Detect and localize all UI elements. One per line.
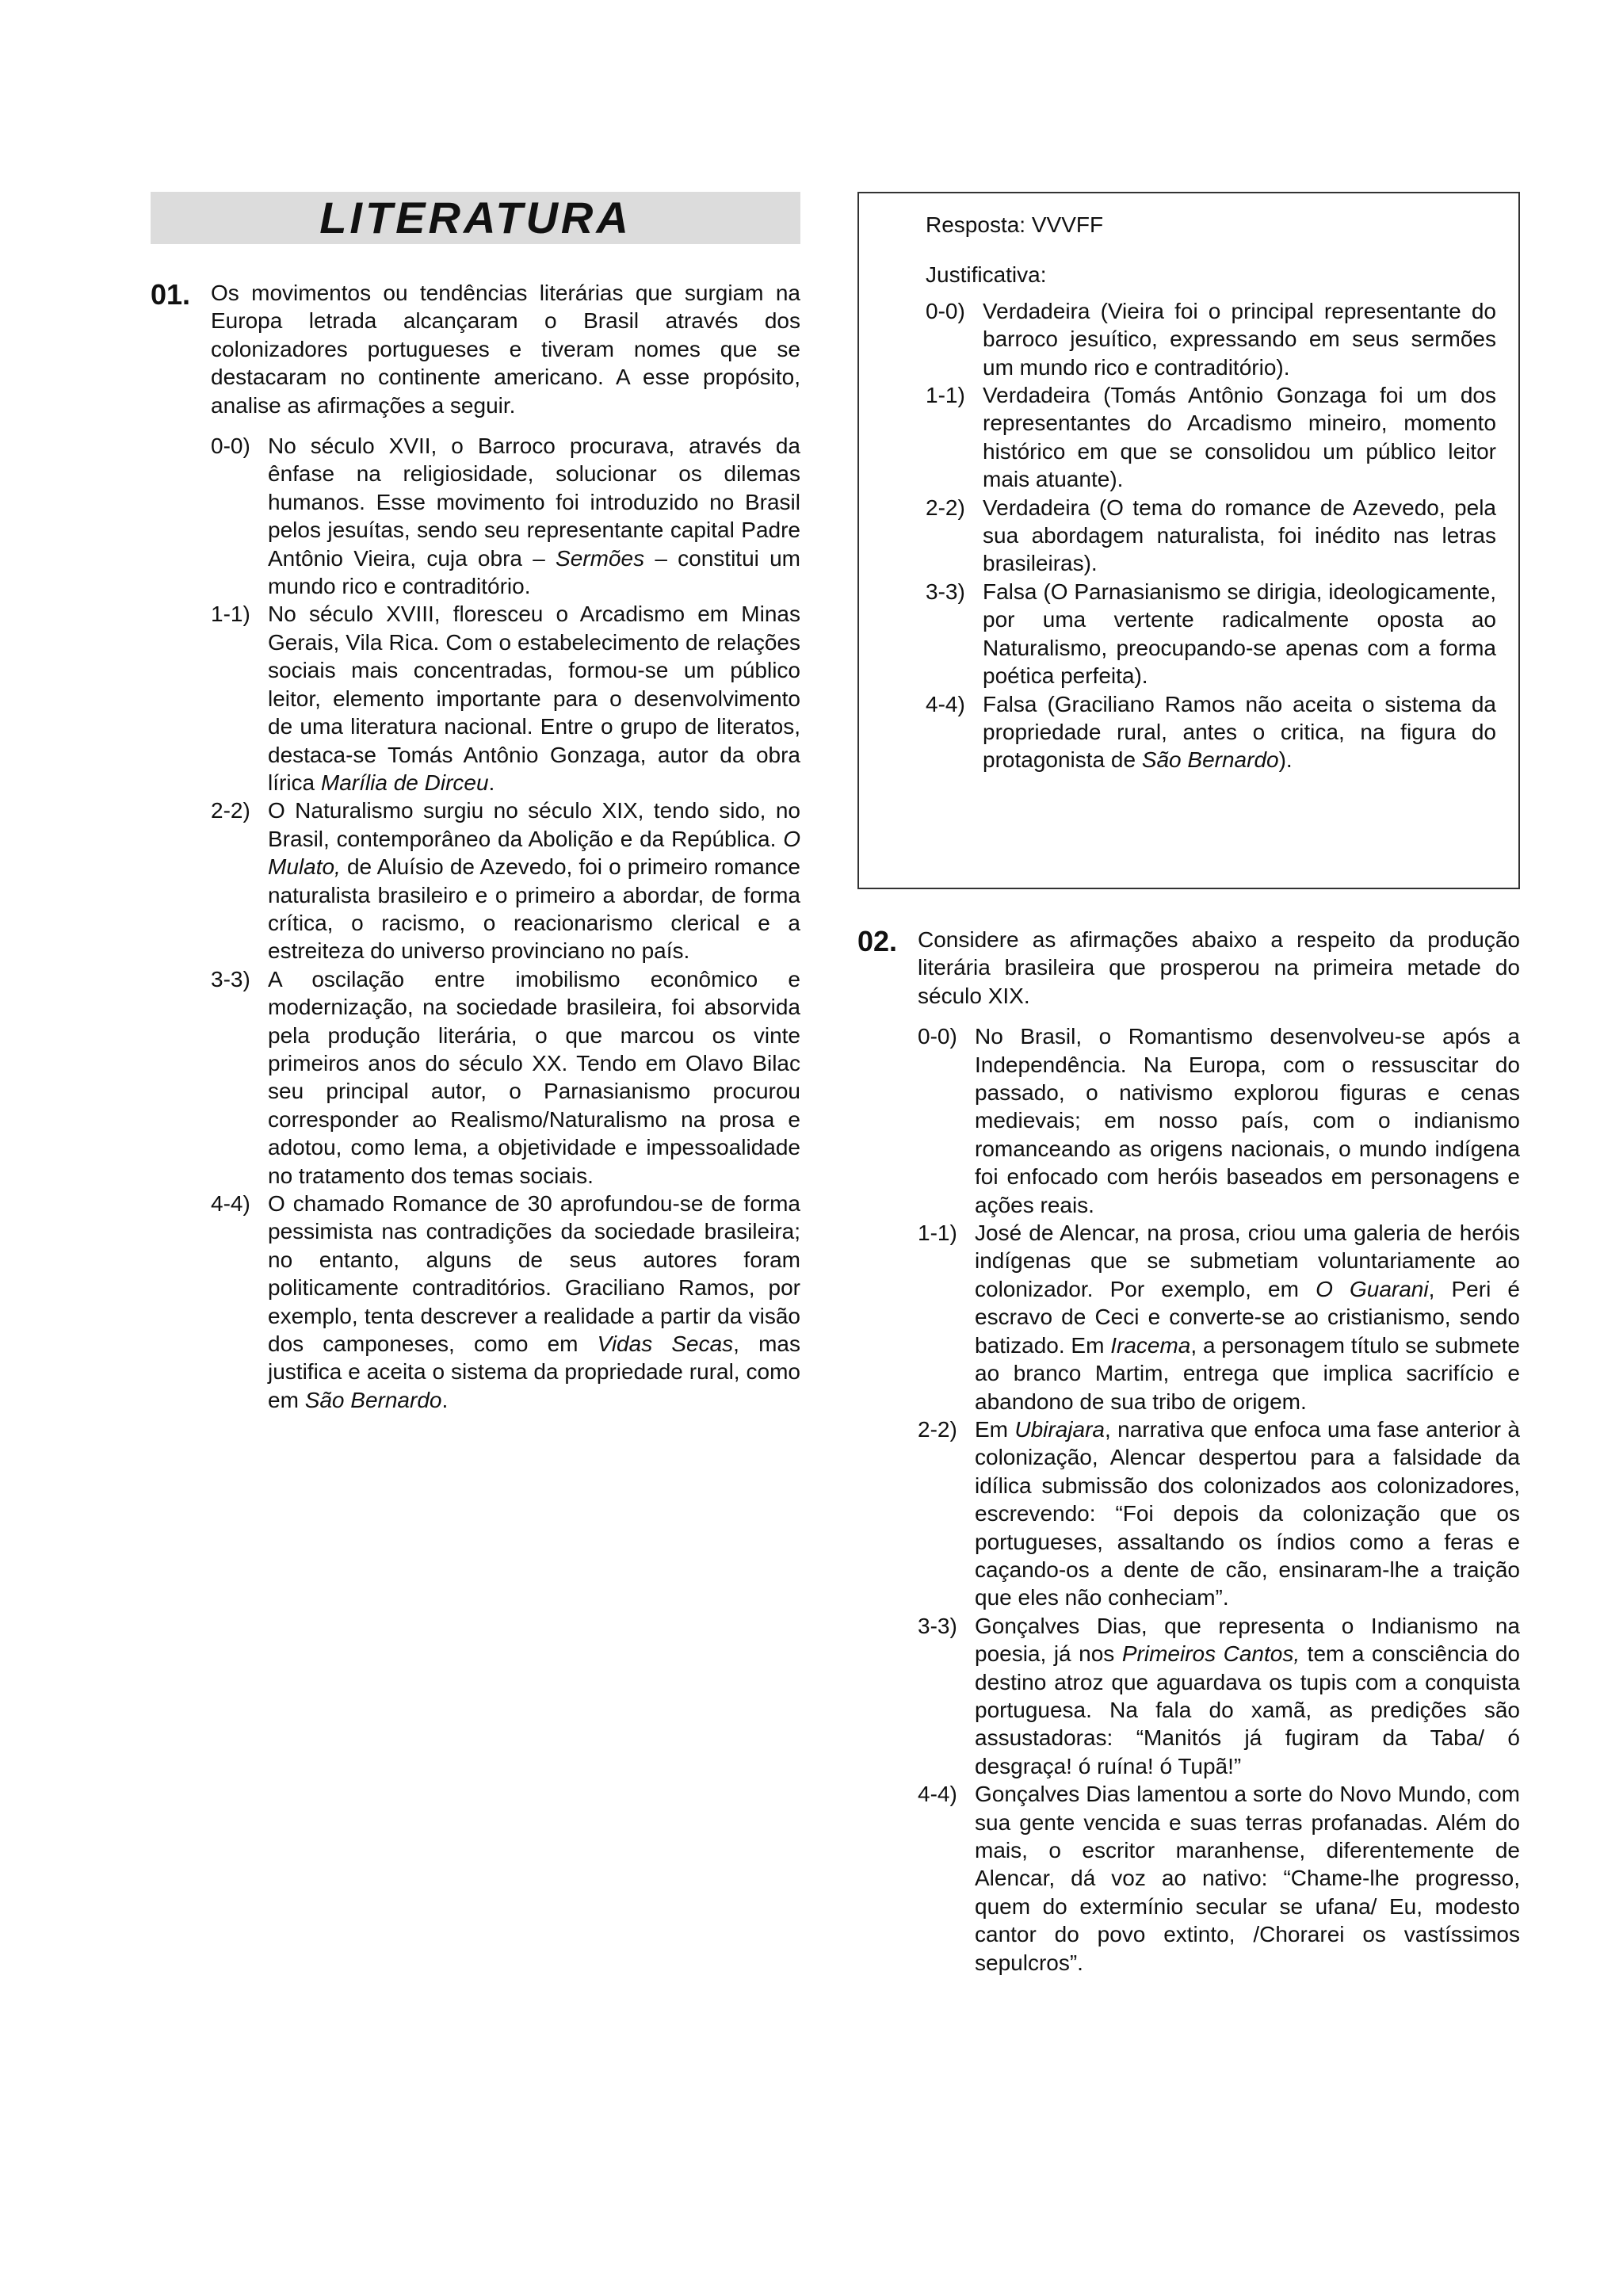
statement-text: No Brasil, o Romantismo desenvolveu-se após a Independência. Na Europa, com o ressuscitar do passado, o nativismo explorou figuras e cenas medievais; em nosso país, com o indianismo romanceando as origens nacionais, o mundo indígena foi enfocado com heróis baseados em personagens e ações reais. — [975, 1024, 1520, 1217]
statement-text: No século XVIII, floresceu o Arcadismo em Minas Gerais, Vila Rica. Com o estabelecimento de relações sociais mais concentradas, formou-se um público leitor, elemento importante para o desenvolvimento de uma literatura nacional. Entre o grupo de literatos, destaca-se Tomás Antônio Gonzaga, autor da obra lírica Marília de Dirceu. — [268, 602, 800, 795]
statement-item — [211, 1190, 800, 1414]
statement-item — [918, 1415, 1520, 1612]
statement-code: 4-4) — [926, 691, 965, 716]
statement-text: Gonçalves Dias, que representa o Indianismo na poesia, já nos Primeiros Cantos, tem a consciência do destino atroz que aguardava os tupis com a conquista portuguesa. Na fala do xamã, as predições são assustadoras: “Manitós já fugiram da Taba/ ó desgraça! ó ruína! ó Tupã!” — [975, 1613, 1520, 1778]
section-title: LITERATURA — [151, 192, 800, 244]
statement-text: Verdadeira (Vieira foi o principal representante do barroco jesuítico, expressando em seus sermões um mundo rico e contraditório). — [983, 298, 1496, 380]
question-intro: Os movimentos ou tendências literárias que surgiam na Europa letrada alcançaram o Brasil através dos colonizadores portugueses e tiveram nomes que se destacaram no continente americano. A esse propósito, analise as afirmações a seguir. — [211, 281, 800, 418]
statement-text: Verdadeira (Tomás Antônio Gonzaga foi um dos representantes do Arcadismo mineiro, momento histórico em que se consolidou um público leitor mais atuante). — [983, 383, 1496, 492]
statement-text: José de Alencar, na prosa, criou uma galeria de heróis indígenas que se submetiam voluntariamente ao colonizador. Por exemplo, em O Guarani, Peri é escravo de Ceci e converte-se ao cristianismo, sendo batizado. Em Iracema, a personagem título se submete ao branco Martim, entrega que implica sacrifício e abandono de sua tribo de origem. — [975, 1221, 1521, 1414]
statement-item — [926, 381, 1496, 494]
statement-item — [926, 578, 1496, 690]
justification-list — [926, 297, 1496, 774]
statement-list — [918, 1022, 1520, 1977]
question-02 — [857, 926, 1520, 1977]
statement-item — [211, 432, 800, 600]
statement-text: Falsa (Graciliano Ramos não aceita o sistema da propriedade rural, antes o critica, na figura do protagonista de São Bernardo). — [983, 691, 1496, 773]
statement-code: 3-3) — [918, 1613, 957, 1638]
statement-text: A oscilação entre imobilismo econômico e modernização, na sociedade brasileira, foi absorvida pela produção literária, o que marcou os vinte primeiros anos do século XX. Tendo em Olavo Bilac seu principal autor, o Parnasianismo procurou corresponder ao Realismo/Naturalismo na prosa e adotou, como lema, a objetividade e impessoalidade no tratamento dos temas sociais. — [268, 966, 800, 1188]
statement-item — [211, 797, 800, 965]
statement-code: 1-1) — [918, 1221, 957, 1246]
statement-code: 0-0) — [918, 1024, 957, 1049]
statement-text: O chamado Romance de 30 aprofundou-se de forma pessimista nas contradições da sociedade brasileira; no entanto, alguns de seus autores foram politicamente contraditórios. Graciliano Ramos, por exemplo, tenta descrever a realidade a partir da visão dos camponeses, como em Vidas Secas, mas justifica e aceita o sistema da propriedade rural, como em São Bernardo. — [268, 1191, 800, 1412]
statement-text: No século XVII, o Barroco procurava, através da ênfase na religiosidade, solucionar os dilemas humanos. Esse movimento foi introduzido no Brasil pelos jesuítas, sendo seu representante capital Padre Antônio Vieira, cuja obra – Sermões – constitui um mundo rico e contraditório. — [268, 434, 800, 599]
statement-code: 4-4) — [211, 1191, 250, 1216]
statement-item — [926, 690, 1496, 774]
question-intro: Considere as afirmações abaixo a respeito da produção literária brasileira que prosperou na primeira metade do século XIX. — [918, 927, 1520, 1008]
statement-item — [211, 600, 800, 797]
answer-key: Resposta: VVVFF — [926, 212, 1104, 237]
statement-code: 2-2) — [918, 1416, 957, 1442]
statement-code: 0-0) — [926, 298, 965, 323]
statement-code: 3-3) — [211, 966, 250, 991]
statement-code: 2-2) — [926, 495, 965, 520]
statement-code: 0-0) — [211, 434, 250, 459]
statement-code: 1-1) — [211, 602, 250, 627]
statement-item — [918, 1780, 1520, 1977]
statement-item — [926, 297, 1496, 381]
statement-item — [211, 965, 800, 1190]
statement-text: Gonçalves Dias lamentou a sorte do Novo Mundo, com sua gente vencida e suas terras profanadas. Além do mais, o escritor maranhense, diferentemente de Alencar, dá voz ao nativo: “Chame-lhe progresso, quem do extermínio secular se ufana/ Eu, modesto cantor do povo extinto, /Chorarei os vastíssimos sepulcros”. — [975, 1782, 1520, 1975]
statement-text: Em Ubirajara, narrativa que enfoca uma fase anterior à colonização, Alencar despertou para a falsidade da idílica submissão dos colonizados aos colonizadores, escrevendo: “Foi depois da colonização que os portugueses, assaltando os índios como a feras e caçando-os a dente de cão, ensinaram-lhe a traição que eles não conheciam”. — [975, 1416, 1520, 1610]
statement-text: Verdadeira (O tema do romance de Azevedo, pela sua abordagem naturalista, foi inédito nas letras brasileiras). — [983, 495, 1496, 576]
question-01 — [151, 279, 800, 1414]
statement-text: Falsa (O Parnasianismo se dirigia, ideologicamente, por uma vertente radicalmente oposta ao Naturalismo, preocupando-se apenas com a forma poética perfeita). — [983, 579, 1496, 689]
statement-item — [918, 1022, 1520, 1219]
answer-box — [857, 192, 1520, 889]
statement-list — [211, 432, 800, 1414]
statement-code: 2-2) — [211, 798, 250, 823]
statement-code: 4-4) — [918, 1782, 957, 1807]
question-number: 01. — [151, 278, 191, 311]
justification-label: Justificativa: — [926, 262, 1047, 288]
right-column — [857, 192, 1520, 1977]
statement-item — [918, 1219, 1520, 1415]
statement-item — [926, 494, 1496, 578]
statement-code: 3-3) — [926, 579, 965, 604]
statement-text: O Naturalismo surgiu no século XIX, tendo sido, no Brasil, contemporâneo da Abolição e da República. O Mulato, de Aluísio de Azevedo, foi o primeiro romance naturalista brasileiro e o primeiro a abordar, de forma crítica, o racismo, o reacionarismo clerical e a estreiteza do universo provinciano no país. — [268, 798, 800, 964]
left-column — [151, 192, 800, 1414]
statement-code: 1-1) — [926, 383, 965, 408]
statement-item — [918, 1612, 1520, 1780]
question-number: 02. — [857, 925, 898, 957]
